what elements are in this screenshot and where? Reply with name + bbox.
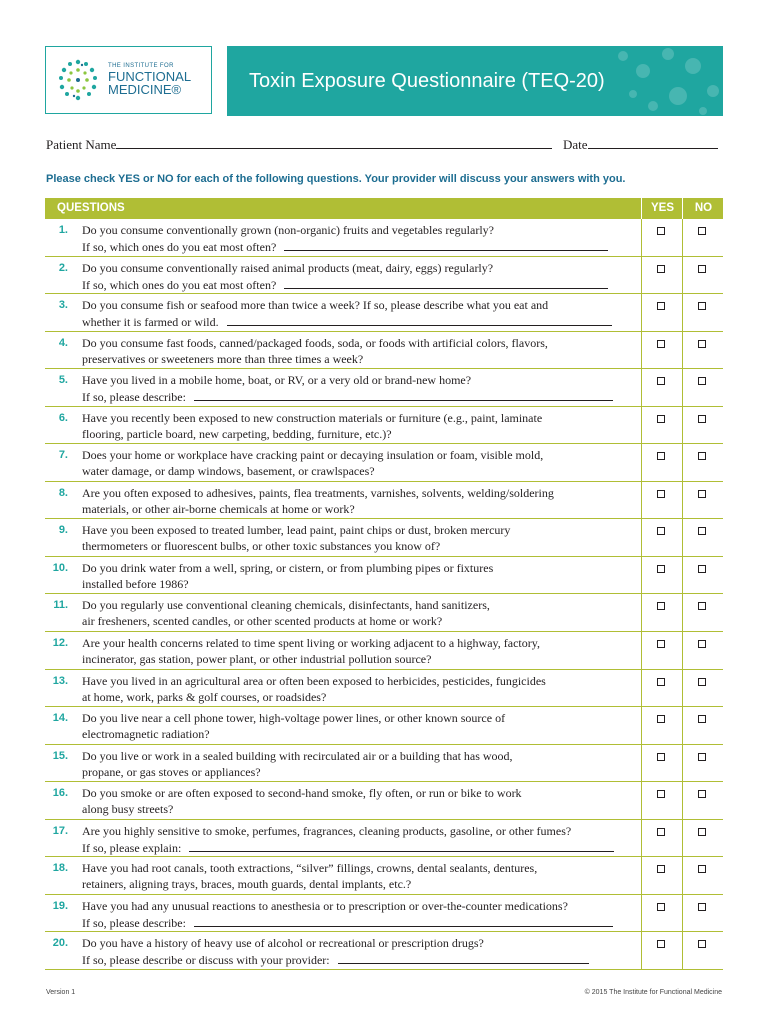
question-line-2-text: electromagnetic radiation? [82,727,210,742]
question-line-2-text: along busy streets? [82,802,174,817]
yes-checkbox[interactable] [657,265,665,273]
question-line-1: Have you lived in an agricultural area or often been exposed to herbicides, pesticides, fungicides [82,673,546,688]
no-header: NO [682,198,724,219]
yes-cell [641,407,682,444]
yes-checkbox[interactable] [657,227,665,235]
question-text [82,560,640,592]
table-row [45,895,723,933]
yes-checkbox[interactable] [657,527,665,535]
table-row [45,219,723,257]
question-line-1: Have you recently been exposed to new construction materials or furniture (e.g., paint, laminate [82,410,543,425]
no-checkbox[interactable] [698,490,706,498]
no-checkbox[interactable] [698,790,706,798]
question-line-2 [82,876,640,892]
question-line-2-text: If so, which ones do you eat most often? [82,240,277,254]
no-checkbox[interactable] [698,678,706,686]
question-text [82,522,640,554]
no-cell [682,369,723,406]
question-line-2 [82,276,640,293]
question-line-1: Are your health concerns related to time spent living or working adjacent to a highway, factory, [82,636,540,651]
question-number: 14. [52,712,68,725]
question-line-2 [82,726,640,742]
question-line-1: Do you drink water from a well, spring, or cistern, or from plumbing pipes or fixtures [82,560,494,575]
question-text [82,447,640,479]
page-title: Toxin Exposure Questionnaire (TEQ-20) [249,70,605,92]
table-row [45,707,723,745]
question-number: 11. [53,599,68,612]
question-number: 12. [52,637,68,650]
table-row [45,332,723,370]
table-row [45,632,723,670]
question-line-2 [82,914,640,931]
yes-cell [641,745,682,782]
question-text [82,372,640,405]
no-cell [682,895,723,932]
patient-name-label: Patient Name [46,137,117,152]
answer-blank[interactable] [194,388,613,401]
question-line-1: Have you been exposed to treated lumber, lead paint, paint chips or dust, broken mercury [82,523,511,538]
no-checkbox[interactable] [698,903,706,911]
question-line-2 [82,839,640,856]
question-number: 1. [58,224,68,236]
table-row [45,557,723,595]
no-checkbox[interactable] [698,302,706,310]
question-line-2-text: If so, please describe or discuss with your provider: [82,953,330,968]
question-line-1: Have you had root canals, tooth extractions, “silver” fillings, crowns, dental sealants, dentures, [82,861,538,876]
question-rows [45,219,723,970]
table-row [45,294,723,332]
question-number: 16. [52,787,68,800]
yes-checkbox[interactable] [657,490,665,498]
question-line-2-text: If so, please describe: [82,915,186,930]
question-text [82,260,640,293]
no-cell [682,707,723,744]
yes-checkbox[interactable] [657,415,665,423]
question-line-2 [82,613,640,629]
question-line-2-text: If so, please explain: [82,840,182,855]
question-line-2 [82,764,640,780]
date-field[interactable] [563,136,718,153]
yes-checkbox[interactable] [657,302,665,310]
copyright-text: © 2015 The Institute for Functional Medicine [584,989,722,996]
question-line-2 [82,501,640,517]
no-checkbox[interactable] [698,265,706,273]
question-text [82,297,640,330]
yes-cell [641,632,682,669]
yes-header: YES [641,198,683,219]
question-number: 8. [58,486,68,499]
question-line-2-text: preservatives or sweeteners more than three times a week? [82,351,364,366]
logo-dots-icon [56,58,100,102]
question-line-2 [82,689,640,705]
question-line-2 [82,238,640,255]
question-text [82,823,640,856]
table-row [45,519,723,557]
question-number: 7. [58,449,68,462]
question-line-2 [82,576,640,592]
question-line-2-text: at home, work, parks & golf courses, or roadsides? [82,689,327,704]
no-checkbox[interactable] [698,227,706,235]
question-line-1: Do you live or work in a sealed building with recirculated air or a building that has wood, [82,748,513,763]
table-row [45,594,723,632]
no-checkbox[interactable] [698,340,706,348]
question-text [82,748,640,780]
no-cell [682,632,723,669]
no-checkbox[interactable] [698,527,706,535]
no-checkbox[interactable] [698,565,706,573]
questions-table [45,198,723,970]
question-line-2 [82,426,640,442]
yes-cell [641,895,682,932]
question-number: 2. [58,261,68,274]
question-number: 5. [58,374,68,387]
no-cell [682,932,723,969]
question-number: 9. [58,524,68,537]
no-checkbox[interactable] [698,377,706,385]
yes-cell [641,932,682,969]
table-header [45,198,723,219]
yes-cell [641,369,682,406]
question-line-1: Do you consume fish or seafood more than twice a week? If so, please describe what you eat and [82,298,549,313]
question-text [82,597,640,629]
no-cell [682,482,723,519]
no-checkbox[interactable] [698,452,706,460]
question-line-1: Do you live near a cell phone tower, high-voltage power lines, or other known source of [82,711,506,726]
no-cell [682,407,723,444]
question-line-2 [82,351,640,367]
question-line-2-text: materials, or other air-borne chemicals at home or work? [82,501,355,516]
question-line-1: Are you highly sensitive to smoke, perfumes, fragrances, cleaning products, gasoline, or other fumes? [82,823,572,838]
question-line-1: Do you regularly use conventional cleaning chemicals, disinfectants, hand sanitizers, [82,598,490,613]
date-label: Date [563,137,588,152]
no-checkbox[interactable] [698,865,706,873]
logo-text [108,63,191,96]
question-number: 6. [58,411,68,424]
no-checkbox[interactable] [698,753,706,761]
answer-blank[interactable] [338,951,589,964]
no-cell [682,594,723,631]
no-cell [682,257,723,294]
yes-checkbox[interactable] [657,865,665,873]
yes-cell [641,557,682,594]
yes-checkbox[interactable] [657,640,665,648]
question-line-2-text: If so, which ones do you eat most often? [82,277,277,292]
no-checkbox[interactable] [698,602,706,610]
yes-cell [641,519,682,556]
no-cell [682,519,723,556]
logo-line-3: MEDICINE® [108,82,182,97]
question-line-1: Do you have a history of heavy use of alcohol or recreational or prescription drugs? [82,936,484,951]
answer-blank[interactable] [194,914,613,927]
question-text [82,785,640,817]
no-checkbox[interactable] [698,940,706,948]
patient-name-field[interactable] [46,136,552,153]
yes-cell [641,444,682,481]
yes-checkbox[interactable] [657,340,665,348]
banner-dots-icon [603,46,723,116]
yes-checkbox[interactable] [657,753,665,761]
question-line-2 [82,651,640,667]
no-cell [682,332,723,369]
yes-checkbox[interactable] [657,565,665,573]
question-line-2 [82,801,640,817]
question-text [82,710,640,742]
question-line-2 [82,463,640,479]
question-line-2-text: thermometers or fluorescent bulbs, or other toxic substances you know of? [82,539,441,554]
question-text [82,860,640,892]
table-row [45,444,723,482]
no-cell [682,219,723,256]
no-cell [682,820,723,857]
question-line-2 [82,313,640,330]
table-row [45,857,723,895]
answer-blank[interactable] [189,839,614,852]
question-number: 19. [52,899,68,912]
question-text [82,335,640,367]
yes-cell [641,482,682,519]
question-line-2 [82,538,640,554]
yes-cell [641,594,682,631]
no-checkbox[interactable] [698,415,706,423]
patient-name-blank[interactable] [116,136,552,149]
question-text [82,222,640,255]
question-line-2-text: water damage, or damp windows, basement, or crawlspaces? [82,464,375,479]
yes-checkbox[interactable] [657,377,665,385]
question-line-2-text: incinerator, gas station, power plant, or other industrial pollution source? [82,652,432,667]
answer-blank[interactable] [284,238,608,251]
yes-cell [641,707,682,744]
no-cell [682,857,723,894]
question-line-1: Do you consume conventionally raised animal products (meat, dairy, eggs) regularly? [82,260,494,275]
yes-checkbox[interactable] [657,602,665,610]
no-cell [682,557,723,594]
question-number: 4. [58,336,68,349]
version-text: Version 1 [46,989,76,996]
question-text [82,898,640,931]
no-cell [682,444,723,481]
question-number: 13. [52,674,68,687]
yes-checkbox[interactable] [657,940,665,948]
yes-checkbox[interactable] [657,715,665,723]
question-number: 18. [52,862,68,875]
question-number: 3. [58,299,68,312]
no-checkbox[interactable] [698,640,706,648]
yes-checkbox[interactable] [657,903,665,911]
answer-blank[interactable] [227,313,613,326]
yes-cell [641,257,682,294]
yes-cell [641,820,682,857]
table-row [45,782,723,820]
question-line-2-text: retainers, aligning trays, braces, mouth guards, dental implants, etc.? [82,877,412,892]
yes-cell [641,332,682,369]
no-cell [682,670,723,707]
yes-checkbox[interactable] [657,828,665,836]
question-line-2-text: installed before 1986? [82,576,189,591]
no-checkbox[interactable] [698,828,706,836]
no-cell [682,294,723,331]
logo-line-1: THE INSTITUTE FOR [108,63,174,69]
question-line-1: Do you consume conventionally grown (non-organic) fruits and vegetables regularly? [82,223,494,237]
question-number: 20. [52,937,68,950]
title-banner [227,46,723,116]
question-line-1: Does your home or workplace have cracking paint or decaying insulation or foam, visible mold, [82,448,544,463]
table-row [45,820,723,858]
instructions: Please check YES or NO for each of the following questions. Your provider will discuss your answers with you. [46,173,626,185]
question-line-1: Do you consume fast foods, canned/packaged foods, soda, or foods with artificial colors, flavors, [82,335,548,350]
question-number: 17. [52,824,68,837]
question-line-2-text: air fresheners, scented candles, or other scented products at home or work? [82,614,443,629]
question-line-2-text: propane, or gas stoves or appliances? [82,764,261,779]
yes-checkbox[interactable] [657,678,665,686]
table-row [45,932,723,970]
question-line-1: Do you smoke or are often exposed to second-hand smoke, fly often, or run or bike to work [82,786,522,801]
question-text [82,673,640,705]
yes-cell [641,857,682,894]
yes-cell [641,670,682,707]
no-cell [682,782,723,819]
answer-blank[interactable] [284,276,608,289]
question-line-1: Have you lived in a mobile home, boat, or RV, or a very old or brand-new home? [82,373,472,388]
no-cell [682,745,723,782]
date-blank[interactable] [588,136,718,149]
question-line-2-text: If so, please describe: [82,390,186,405]
yes-cell [641,782,682,819]
table-row [45,670,723,708]
question-line-1: Have you had any unusual reactions to anesthesia or to prescription or over-the-counter medications? [82,898,568,913]
question-line-2-text: whether it is farmed or wild. [82,315,219,330]
table-row [45,257,723,295]
yes-cell [641,219,682,256]
table-row [45,369,723,407]
question-line-2 [82,388,640,405]
question-number: 15. [52,749,68,762]
question-text [82,485,640,517]
no-checkbox[interactable] [698,715,706,723]
table-row [45,407,723,445]
question-text [82,635,640,667]
table-row [45,482,723,520]
question-number: 10. [52,561,68,574]
question-line-2-text: flooring, particle board, new carpeting, bedding, furniture, etc.)? [82,426,392,441]
yes-checkbox[interactable] [657,790,665,798]
question-line-2 [82,951,640,968]
yes-checkbox[interactable] [657,452,665,460]
question-text [82,935,640,968]
logo [45,46,212,114]
table-row [45,745,723,783]
question-text [82,410,640,442]
logo-line-2: FUNCTIONAL [108,69,192,84]
question-line-1: Are you often exposed to adhesives, paints, flea treatments, varnishes, solvents, welding/soldering [82,485,554,500]
questions-header: QUESTIONS [57,202,125,214]
yes-cell [641,294,682,331]
